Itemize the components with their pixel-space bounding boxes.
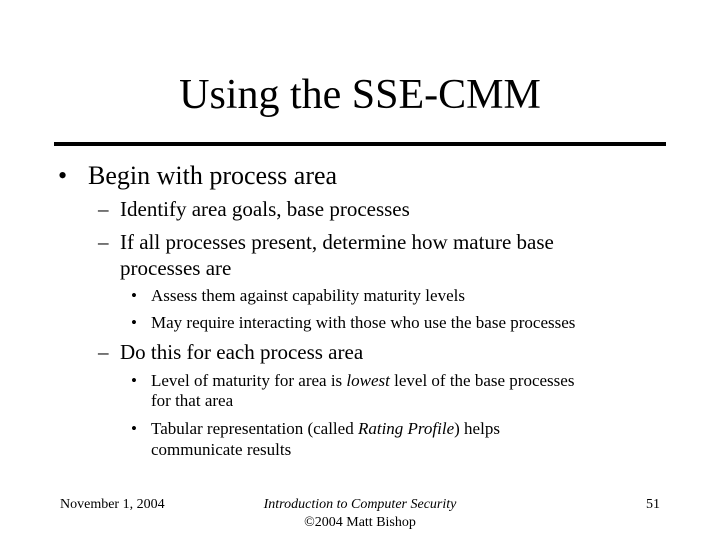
bullet-level-of-maturity-line2: for that area bbox=[151, 391, 234, 410]
bullet-assess-maturity: Assess them against capability maturity levels bbox=[151, 286, 465, 305]
footer-course-title: Introduction to Computer Security bbox=[263, 497, 457, 512]
bullet-begin-with-process-area: Begin with process area bbox=[88, 161, 338, 190]
bullet-marker: • bbox=[131, 286, 137, 305]
bullet-tabular-representation-line1 bbox=[151, 418, 500, 439]
footer-copyright: ©2004 Matt Bishop bbox=[304, 515, 416, 530]
bullet-marker: • bbox=[131, 313, 137, 332]
bullet-do-this-for-each: Do this for each process area bbox=[120, 340, 364, 364]
dash-marker: – bbox=[98, 340, 109, 364]
title-divider bbox=[54, 142, 666, 146]
bullet-if-all-processes-line2: processes are bbox=[120, 256, 232, 280]
footer-date: November 1, 2004 bbox=[60, 497, 165, 512]
emphasis-rating-profile: Rating Profile bbox=[357, 419, 455, 438]
slide-title: Using the SSE-CMM bbox=[179, 72, 541, 118]
bullet-identify-goals: Identify area goals, base processes bbox=[120, 197, 410, 221]
footer-page-number: 51 bbox=[646, 497, 660, 512]
bullet-marker: • bbox=[131, 371, 137, 390]
text-run: Tabular representation (called bbox=[151, 419, 358, 438]
footer-course bbox=[220, 496, 500, 532]
text-run: Level of maturity for area is bbox=[151, 371, 347, 390]
bullet-may-require-interacting: May require interacting with those who use the base processes bbox=[151, 313, 576, 332]
dash-marker: – bbox=[98, 230, 109, 254]
bullet-marker: • bbox=[131, 419, 137, 438]
dash-marker: – bbox=[98, 197, 109, 221]
emphasis-lowest: lowest bbox=[346, 371, 390, 390]
bullet-tabular-representation-line2: communicate results bbox=[151, 440, 292, 459]
bullet-if-all-processes-line1: If all processes present, determine how mature base bbox=[120, 230, 554, 254]
text-run: level of the base processes bbox=[389, 371, 575, 390]
text-run: ) helps bbox=[454, 419, 500, 438]
bullet-marker: • bbox=[58, 161, 68, 190]
bullet-level-of-maturity-line1 bbox=[151, 370, 574, 391]
